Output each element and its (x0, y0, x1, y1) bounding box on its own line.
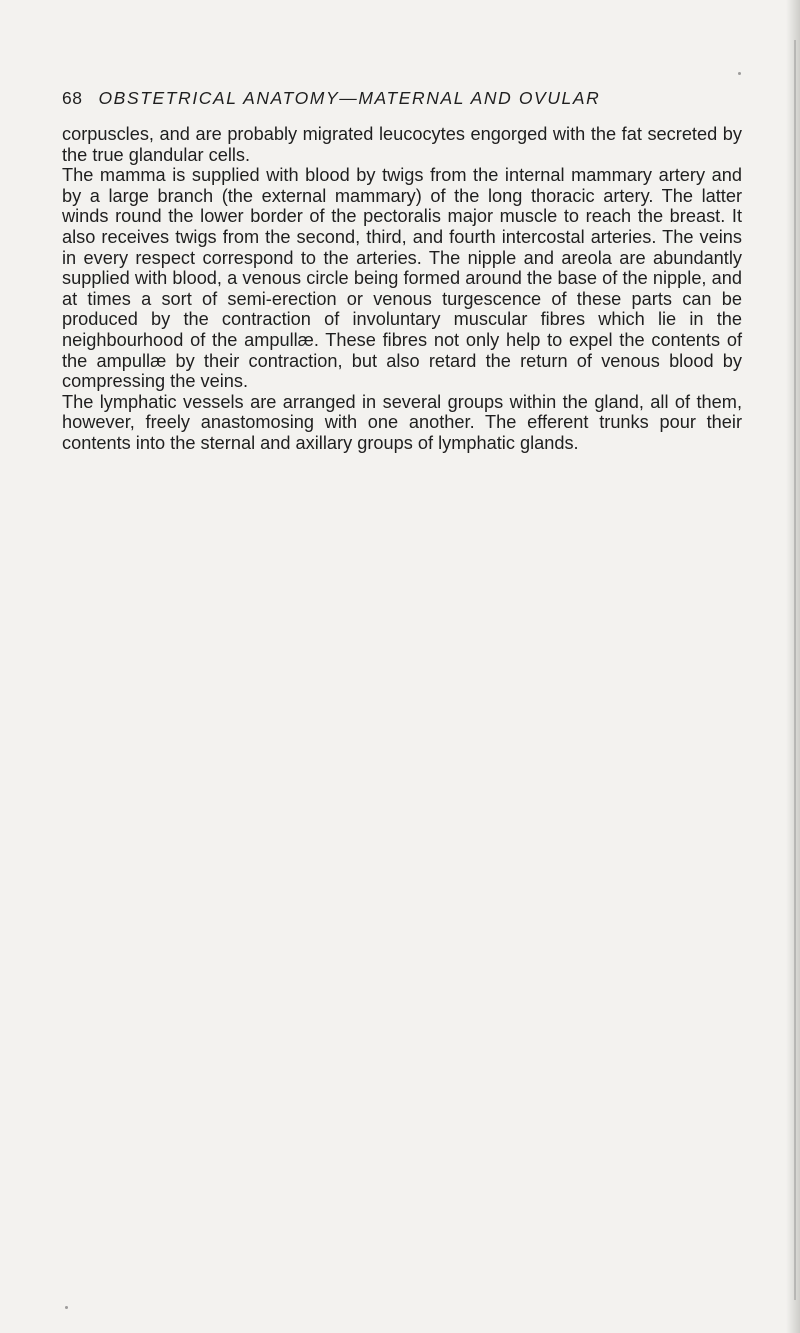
body-text (62, 124, 742, 454)
page-number: 68 (62, 88, 83, 108)
paragraph-lymphatics: The lymphatic vessels are arranged in several groups within the gland, all of them, however, freely anastomosing with one another. The efferent trunks pour their contents into the sternal and axillary groups of lymphatic glands. (62, 391, 742, 453)
scan-speck (738, 72, 741, 75)
scan-speck (65, 1306, 68, 1309)
page-edge-shadow (786, 0, 800, 1333)
page-header (62, 88, 742, 118)
running-head: OBSTETRICAL ANATOMY—MATERNAL AND OVULAR (98, 88, 601, 108)
paragraph-blood-supply: The mamma is supplied with blood by twigs from the internal mammary artery and by a large branch (the external mammary) of the long thoracic artery. The latter winds round the lower border of the pectoralis major muscle to reach the breast. It also receives twigs from the second, third, and fourth intercostal arteries. The veins in every respect correspond to the arteries. The nipple and areola are abundantly supplied with blood, a venous circle being formed around the base of the nipple, and at times a sort of semi-erection or venous turgescence of these parts can be produced by the contraction of involuntary muscular fibres which lie in the neighbourhood of the ampullæ. These fibres not only help to expel the contents of the ampullæ by their contraction, but also retard the return of venous blood by compressing the veins. (62, 165, 742, 392)
paragraph-continuation: corpuscles, and are probably migrated leucocytes engorged with the fat secreted by the true glandular cells. (62, 124, 742, 165)
